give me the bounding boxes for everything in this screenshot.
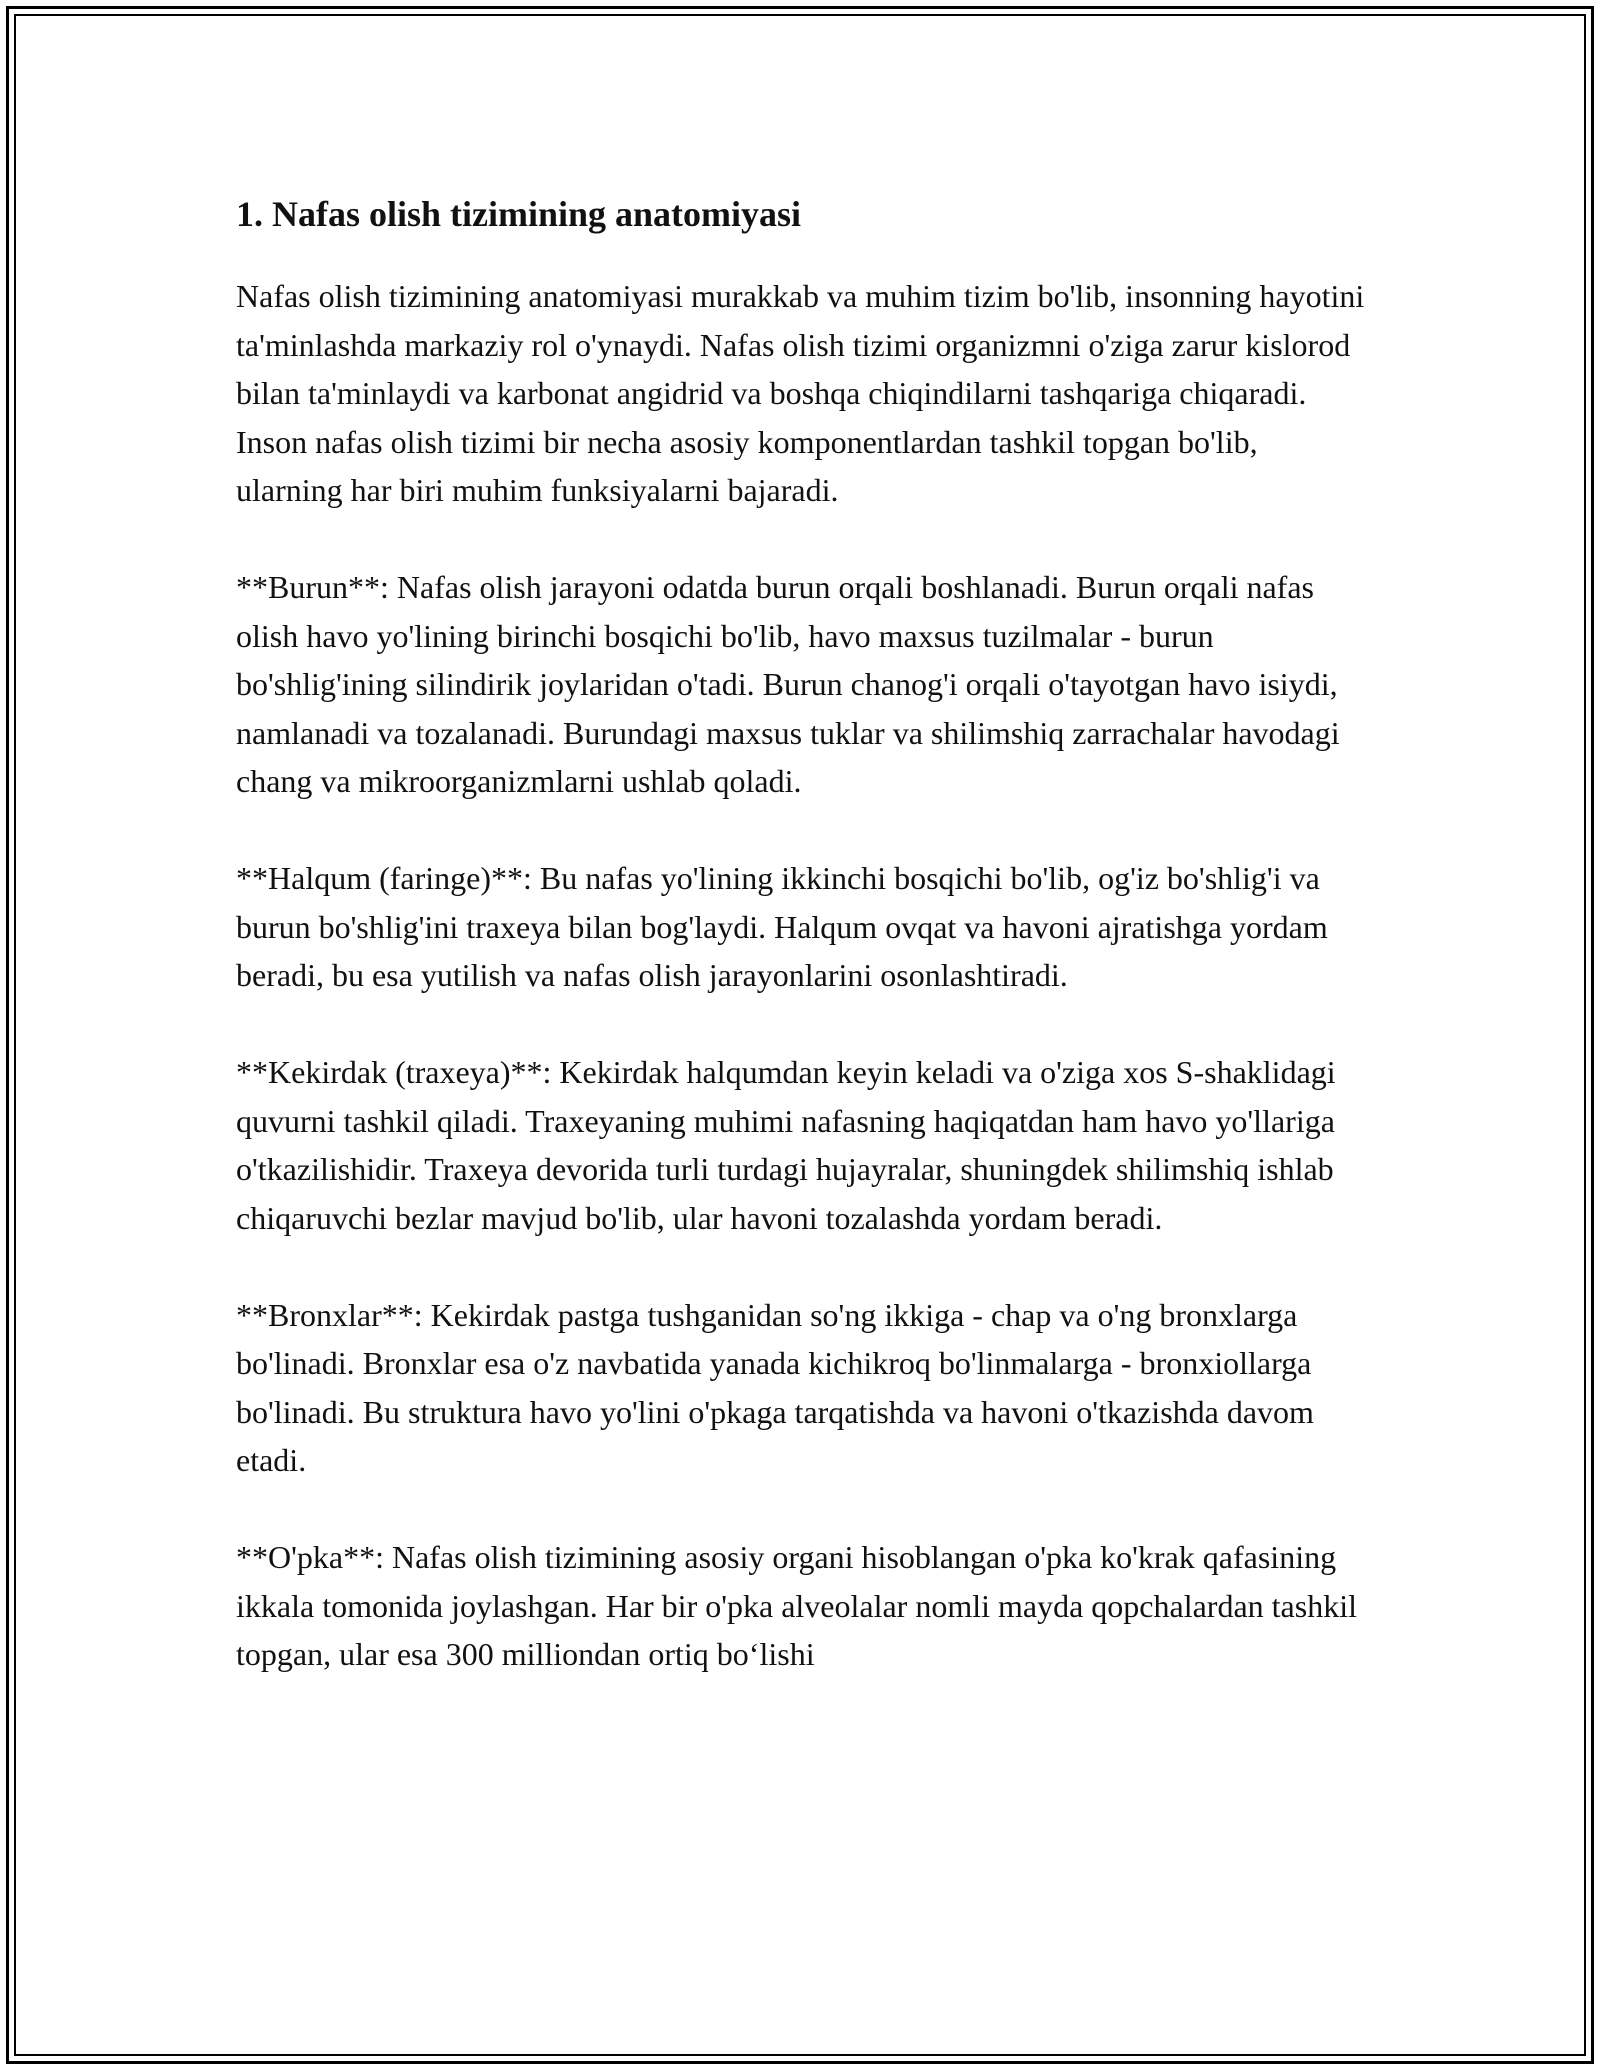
- paragraph-opka: **O'pka**: Nafas olish tizimining asosiy organi hisoblangan o'pka ko'krak qafasining ikkala tomonida joylashgan. Har bir o'pka alveolalar nomli mayda qopchalardan tashkil topgan, ular esa 300 milliondan ortiq bo‘lishi: [236, 1539, 1357, 1672]
- document-body: [236, 186, 1366, 1679]
- paragraph-kekirdak: **Kekirdak (traxeya)**: Kekirdak halqumdan keyin keladi va o'ziga xos S-shaklidagi quvurni tashkil qiladi. Traxeyaning muhimi nafasning haqiqatdan ham havo yo'llariga o'tkazilishidir. Traxeya devorida turli turdagi hujayralar, shuningdek shilimshiq ishlab chiqaruvchi bezlar mavjud bo'lib, ular havoni tozalashda yordam beradi.: [236, 1054, 1336, 1236]
- section-heading: 1. Nafas olish tizimining anatomiyasi: [236, 194, 802, 234]
- paragraph-burun: **Burun**: Nafas olish jarayoni odatda burun orqali boshlanadi. Burun orqali nafas olish havo yo'lining birinchi bosqichi bo'lib, havo maxsus tuzilmalar - burun bo'shlig'ining silindirik joylaridan o'tadi. Burun chanog'i orqali o'tayotgan havo isiydi, namlanadi va tozalanadi. Burundagi maxsus tuklar va shilimshiq zarrachalar havodagi chang va mikroorganizmlarni ushlab qoladi.: [236, 569, 1340, 799]
- paragraph-bronxlar: **Bronxlar**: Kekirdak pastga tushganidan so'ng ikkiga - chap va o'ng bronxlarga bo'linadi. Bronxlar esa o'z navbatida yanada kichikroq bo'linmalarga - bronxiollarga bo'linadi. Bu struktura havo yo'lini o'pkaga tarqatishda va havoni o'tkazishda davom etadi.: [236, 1296, 1314, 1478]
- paragraph-intro: Nafas olish tizimining anatomiyasi murakkab va muhim tizim bo'lib, insonning hayotini ta'minlashda markaziy rol o'ynaydi. Nafas olish tizimi organizmni o'ziga zarur kislorod bilan ta'minlaydi va karbonat angidrid va boshqa chiqindilarni tashqariga chiqaradi. Inson nafas olish tizimi bir necha asosiy komponentlardan tashkil topgan bo'lib, ularning har biri muhim funksiyalarni bajaradi.: [236, 278, 1365, 508]
- paragraph-halqum: **Halqum (faringe)**: Bu nafas yo'lining ikkinchi bosqichi bo'lib, og'iz bo'shlig'i va burun bo'shlig'ini traxeya bilan bog'laydi. Halqum ovqat va havoni ajratishga yordam beradi, bu esa yutilish va nafas olish jarayonlarini osonlashtiradi.: [236, 860, 1328, 993]
